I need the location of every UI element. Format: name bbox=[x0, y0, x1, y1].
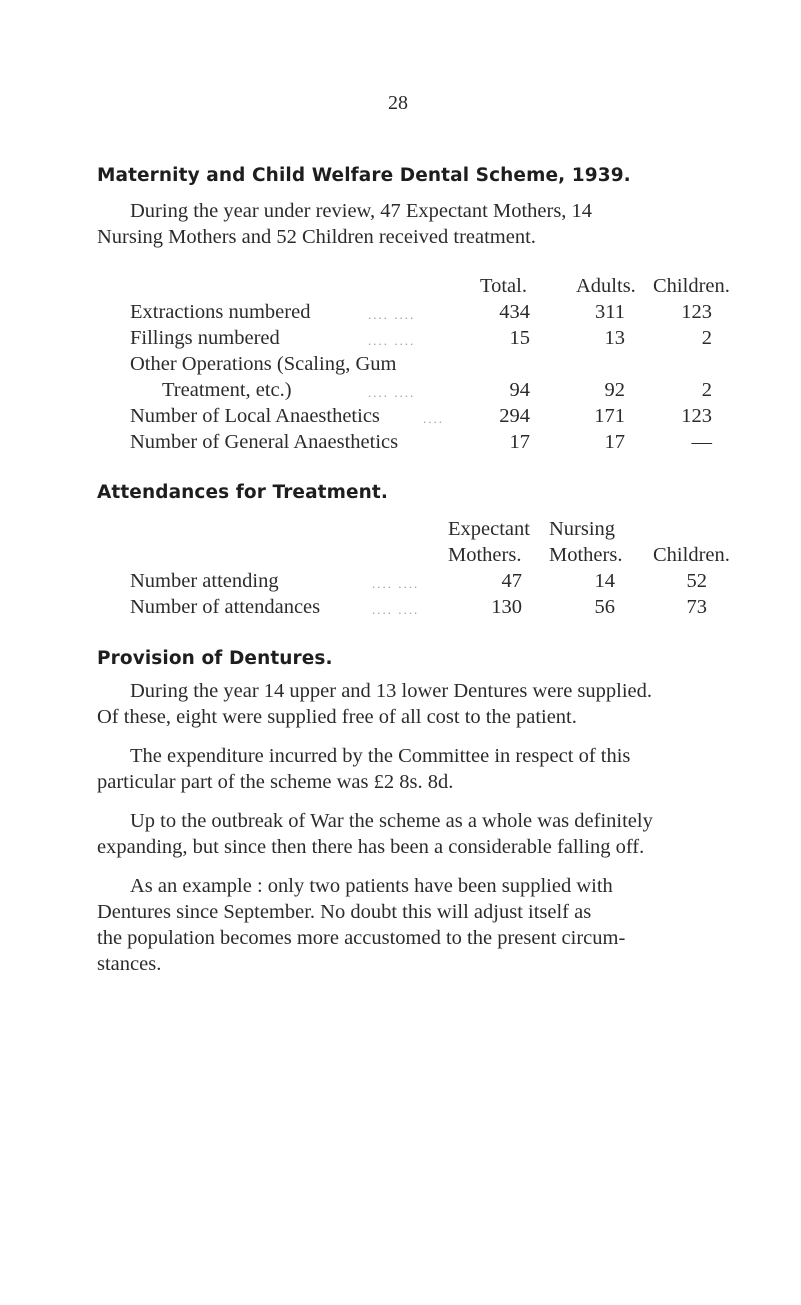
paragraph-line: Dentures since September. No doubt this will adjust itself as bbox=[97, 901, 592, 923]
table-row bbox=[0, 405, 801, 431]
row-label: Number attending bbox=[130, 570, 279, 592]
cell-nursing: 14 bbox=[594, 570, 615, 592]
leader-dots: .... .... bbox=[368, 333, 416, 348]
row-label: Extractions numbered bbox=[130, 301, 311, 323]
dentures-heading: Provision of Dentures. bbox=[97, 648, 333, 669]
attendances-header-row-2 bbox=[0, 544, 801, 570]
cell-expectant: 130 bbox=[491, 596, 522, 618]
intro-line-1: During the year under review, 47 Expectant Mothers, 14 bbox=[130, 200, 593, 222]
intro-line-2: Nursing Mothers and 52 Children received treatment. bbox=[97, 226, 536, 248]
cell-nursing: 56 bbox=[594, 596, 615, 618]
table-row bbox=[0, 327, 801, 353]
paragraph-line: the population becomes more accustomed to the present circum- bbox=[97, 927, 626, 949]
cell-total: 294 bbox=[499, 405, 530, 427]
cell-adults: 311 bbox=[595, 301, 625, 323]
table-row bbox=[0, 379, 801, 405]
cell-total: 15 bbox=[509, 327, 530, 349]
paragraph-line: As an example : only two patients have been supplied with bbox=[130, 875, 613, 897]
paragraph-line: The expenditure incurred by the Committee in respect of this bbox=[130, 745, 631, 767]
paragraph-line: expanding, but since then there has been a considerable falling off. bbox=[97, 836, 645, 858]
cell-adults: 13 bbox=[604, 327, 625, 349]
cell-adults: 92 bbox=[604, 379, 625, 401]
header-nursing: Nursing bbox=[549, 518, 616, 540]
cell-children: 73 bbox=[686, 596, 707, 618]
cell-total: 434 bbox=[499, 301, 530, 323]
cell-children: 52 bbox=[686, 570, 707, 592]
leader-dots: .... .... bbox=[372, 602, 420, 617]
header-total: Total. bbox=[480, 275, 527, 297]
cell-children: 123 bbox=[681, 301, 712, 323]
attendances-header-row-1 bbox=[0, 518, 801, 544]
attendances-heading: Attendances for Treatment. bbox=[97, 482, 388, 503]
table-row-label-first-line bbox=[0, 353, 801, 379]
table-row bbox=[0, 596, 801, 622]
paragraph-line: During the year 14 upper and 13 lower Dentures were supplied. bbox=[130, 680, 653, 702]
row-label-continued: Treatment, etc.) bbox=[162, 379, 292, 401]
cell-total: 94 bbox=[509, 379, 530, 401]
header-children: Children. bbox=[653, 275, 730, 297]
row-label: Other Operations (Scaling, Gum bbox=[130, 353, 397, 375]
cell-adults: 17 bbox=[604, 431, 625, 453]
row-label: Number of General Anaesthetics bbox=[130, 431, 399, 453]
cell-children: 2 bbox=[701, 327, 712, 349]
leader-dots: .... .... bbox=[372, 576, 420, 591]
paragraph-line: stances. bbox=[97, 953, 162, 975]
cell-children: 123 bbox=[681, 405, 712, 427]
paragraph-line: Of these, eight were supplied free of all cost to the patient. bbox=[97, 706, 577, 728]
table-row bbox=[0, 301, 801, 327]
table-row bbox=[0, 431, 801, 457]
cell-children: 2 bbox=[701, 379, 712, 401]
leader-dots: .... .... bbox=[368, 385, 416, 400]
leader-dots: .... .... bbox=[368, 307, 416, 322]
header-mothers-expectant: Mothers. bbox=[448, 544, 522, 566]
header-children: Children. bbox=[653, 544, 730, 566]
cell-expectant: 47 bbox=[501, 570, 522, 592]
cell-children: — bbox=[691, 431, 712, 453]
row-label: Number of attendances bbox=[130, 596, 321, 618]
paragraph-line: particular part of the scheme was £2 8s. 8d. bbox=[97, 771, 454, 793]
header-expectant: Expectant bbox=[448, 518, 530, 540]
treatment-header-row bbox=[0, 275, 801, 301]
cell-total: 17 bbox=[509, 431, 530, 453]
header-adults: Adults. bbox=[576, 275, 636, 297]
header-mothers-nursing: Mothers. bbox=[549, 544, 623, 566]
row-label: Fillings numbered bbox=[130, 327, 280, 349]
row-label: Number of Local Anaesthetics bbox=[130, 405, 380, 427]
cell-adults: 171 bbox=[594, 405, 625, 427]
leader-dots: .... bbox=[423, 411, 444, 426]
paragraph-line: Up to the outbreak of War the scheme as a whole was definitely bbox=[130, 810, 653, 832]
table-row bbox=[0, 570, 801, 596]
page-number: 28 bbox=[388, 92, 408, 114]
document-title: Maternity and Child Welfare Dental Scheme, 1939. bbox=[97, 165, 631, 186]
